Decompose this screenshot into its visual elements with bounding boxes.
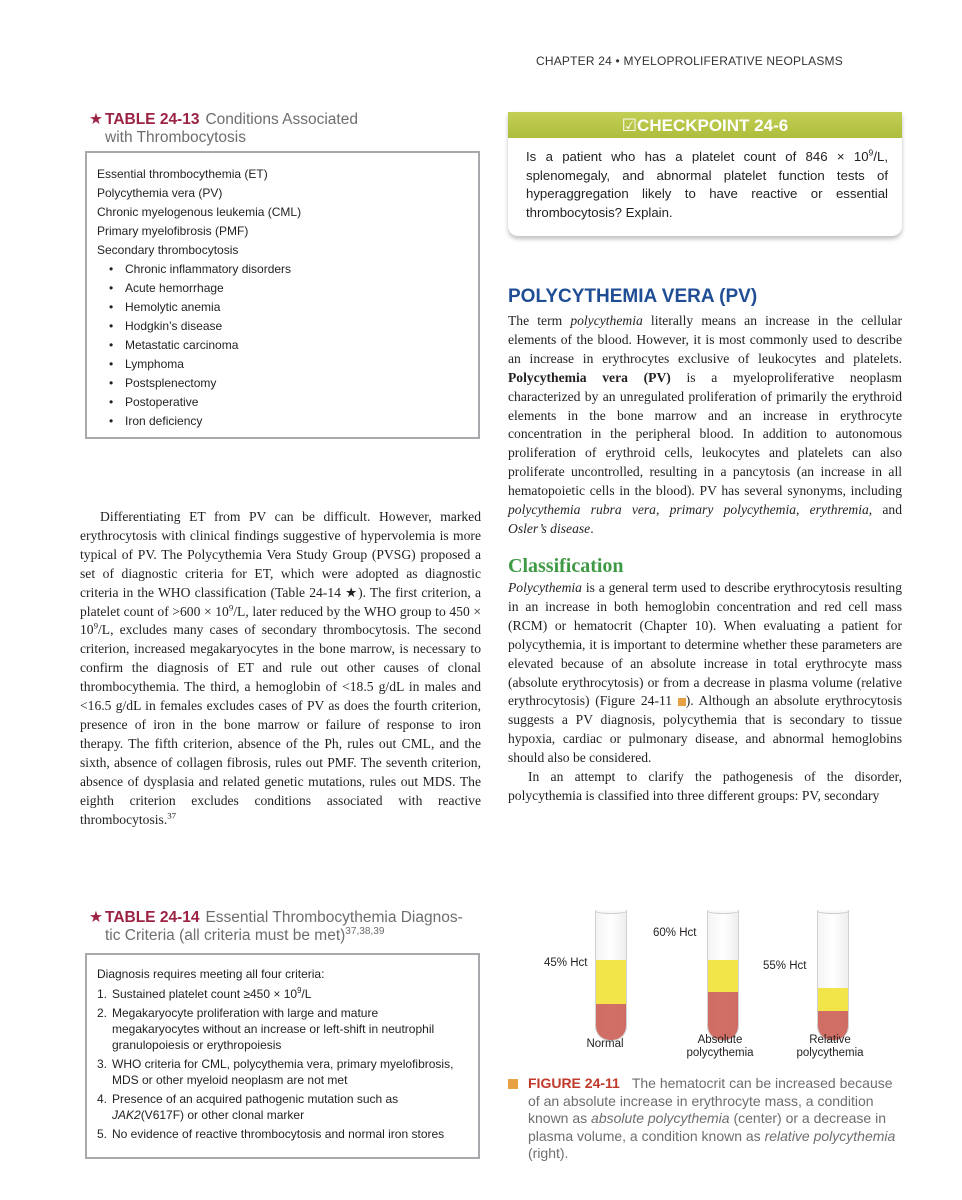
criteria-intro: Diagnosis requires meeting all four criteria: [97,967,325,981]
text-segment: , and [868,502,902,518]
text-segment: /L, excludes many cases of secondary thrombocytosis. The second criterion, increased megakaryocytes in the bone marrow, is necessary to confirm the diagnosis of ET and rule out other causes of clonal thrombocythemia. The third, a hemoglobin of <18.5 g/dL in males and <16.5 g/dL in females excludes cases of PV as does the fourth criterion, presence of iron in the bone marrow or failure of response to iron therapy. The fifth criterion, absence of the Ph, rules out CML, and the sixth, absence of collagen fibrosis, rules out PMF. The seventh criterion, absence of dysplasia and related genetic mutations, rules out MDS. The eighth criterion excludes conditions associated with reactive thrombocytosis. [80,622,481,827]
table-bullet-item: • Iron deficiency [97,412,468,431]
text-segment: Polycythemia vera (PV) [508,369,671,385]
table-title-line2: with Thrombocytosis [105,129,246,146]
figure-number: FIGURE 24-11 [528,1075,620,1091]
criterion-text [112,986,311,1002]
criterion-item [97,1126,468,1142]
table-item: Polycythemia vera (PV) [97,186,223,200]
figure-marker-icon [508,1079,518,1089]
text-segment: 9 [93,620,99,631]
text-segment: absolute polycythemia [591,1110,730,1126]
text-segment: (center) or a decrease in plasma volume, a condition known as [528,1110,886,1144]
criterion-number: 3. [97,1057,108,1071]
et-pv-paragraph [80,508,481,829]
star-icon: ★ [89,111,103,128]
classification-text [508,579,902,806]
left-column-text [80,508,481,829]
test-tube [817,910,849,1041]
table-title-line1: Conditions Associated [205,111,358,128]
text-segment: /L [301,987,312,1001]
tube-rim [817,910,849,914]
criterion-item [97,1091,468,1123]
text-segment: In an attempt to clarify the pathogenesis of the disorder, polycythemia is classified into three different groups: PV, secondary [508,769,902,803]
hematocrit-label: 55% Hct [763,960,807,972]
table-bullet-item: • Postsplenectomy [97,374,468,393]
text-segment: 9 [297,986,302,995]
plasma-layer [596,960,626,1004]
text-segment: /L, later reduced by the WHO group to 450 × 10 [80,603,482,638]
text-segment: 37 [167,809,177,820]
text-segment: Sustained platelet count ≥450 × 10 [112,987,298,1001]
text-segment: /L, splenomegaly, and abnormal platelet function tests of hyperaggregation likely to have reactive or essential thrombocytosis? Explain. [526,149,888,220]
table-24-13 [85,151,480,439]
table-bullet-item: • Metastatic carcinoma [97,336,468,355]
checkpoint-title: CHECKPOINT 24-6 [637,116,789,135]
pv-text [508,312,902,539]
figure-24-11-hematocrit-tubes [510,860,900,1065]
classification-paragraph-1 [508,579,902,768]
pv-paragraph [508,312,902,539]
text-segment: Megakaryocyte proliferation with large and mature megakaryocytes without an increase or left-shift in neutrophil granulopoiesis or erythropoiesis [112,1006,435,1052]
text-segment: , [796,502,810,518]
criterion-text [112,1091,468,1123]
tube-label: Normal [586,1038,624,1050]
table-item: Essential thrombocythemia (ET) [97,167,268,181]
text-segment: relative polycythemia [764,1127,896,1144]
text-segment: . [590,520,594,536]
checkbox-icon: ☑ [621,116,638,135]
classification-heading: Classification [508,555,624,577]
table-item: Primary myelofibrosis (PMF) [97,224,249,238]
table-bullet-item: • Chronic inflammatory disorders [97,260,468,279]
red-cell-layer [596,1004,626,1040]
criterion-number: 2. [97,1006,108,1020]
text-segment: , [655,502,670,518]
table-item: Secondary thrombocytosis [97,243,239,257]
text-segment: (right). [528,1145,569,1161]
text-segment: 9 [228,602,234,612]
table-number: TABLE 24-13 [105,111,200,128]
text-segment: Presence of an acquired pathogenic mutation such as [112,1092,399,1106]
red-cell-layer [708,992,738,1040]
table-bullet-item: • Postoperative [97,393,468,412]
text-segment: erythremia [809,502,869,518]
criterion-text [112,1126,444,1142]
plasma-layer [708,960,738,992]
running-head: CHAPTER 24 • MYELOPROLIFERATIVE NEOPLASMS [536,54,843,68]
text-segment: (V617F) or other clonal marker [140,1108,305,1122]
table-bullet-item: • Lymphoma [97,355,468,374]
tube-label: Absolute polycythemia [686,1034,754,1059]
tube-rim [707,910,739,914]
classification-paragraph-2 [508,768,902,806]
criterion-text [112,1005,468,1053]
text-segment: Is a patient who has a platelet count of 846 × 10 [526,149,869,164]
table-24-13-title [89,111,358,147]
checkpoint-header [508,112,902,138]
criterion-item [97,1005,468,1053]
text-segment: The term [508,313,571,328]
text-segment: Differentiating ET from PV can be difficult. However, marked erythrocytosis with clinical findings suggestive of hypervolemia is more typical of PV. The Polycythemia Vera Study Group (PVSG) proposed a set of diagnostic criteria for ET, which were adopted as diagnostic criteria in the WHO classification (Table 24-14 ★). The first criterion, a platelet count of >600 × 10 [80,509,481,619]
criterion-number: 1. [97,987,108,1001]
figure-caption [508,1075,900,1163]
figure-marker-icon [678,698,686,706]
test-tube [595,910,627,1041]
text-segment: Polycythemia [508,580,582,595]
text-segment: The hematocrit can be increased because of an absolute increase in erythrocyte mass, a condition known as [528,1075,893,1126]
table-bullet-item: • Hemolytic anemia [97,298,468,317]
table-24-14-title [89,909,463,945]
table-title-line2: tic Criteria (all criteria must be met) [105,927,346,944]
hematocrit-label: 45% Hct [544,957,588,969]
test-tube [707,910,739,1041]
criterion-item [97,986,468,1002]
text-segment: WHO criteria for CML, polycythemia vera, primary myelofibrosis, MDS or other myeloid neoplasm are not met [112,1057,454,1087]
plasma-layer [818,988,848,1011]
pv-heading: POLYCYTHEMIA VERA (PV) [508,286,758,307]
table-item: Chronic myelogenous leukemia (CML) [97,205,302,219]
criterion-item [97,1056,468,1088]
text-segment: ). Although an absolute erythrocytosis suggests a PV diagnosis, polycythemia that is secondary to tissue hypoxia, cardiac or pulmonary disease, and abnormal hemoglobins should also be considered. [508,693,902,766]
table-bullet-item: • Hodgkin’s disease [97,317,468,336]
star-icon: ★ [89,909,103,926]
text-segment: literally means an increase in the cellular elements of the blood. However, it is most commonly used to describe an increase in erythrocytes exclusive of leukocytes and platelets. [508,313,902,366]
text-segment: is a general term used to describe erythrocytosis resulting in an increase in both hemoglobin concentration and red cell mass (RCM) or hematocrit (Chapter 10). When evaluating a patient for polycythemia, it is important to determine whether these parameters are elevated because of an absolute increase in total erythrocyte mass (absolute erythrocytosis) or from a decrease in plasma volume (relative erythrocytosis) (Figure 24-11 [508,580,902,709]
text-segment: primary polycythemia [669,502,797,518]
text-segment: polycythemia rubra vera [508,502,656,518]
table-number: TABLE 24-14 [105,909,200,926]
table-title-line1: Essential Thrombocythemia Diagnos- [205,909,463,926]
text-segment: JAK2 [112,1108,141,1122]
tube-rim [595,910,627,914]
criterion-number: 4. [97,1092,108,1106]
text-segment: No evidence of reactive thrombocytosis and normal iron stores [112,1127,445,1141]
table-24-14 [85,953,480,1159]
criterion-number: 5. [97,1127,108,1141]
text-segment: is a myeloproliferative neoplasm characterized by an unregulated proliferation of primarily the erythroid elements in the bone marrow and an increase in erythrocyte concentration in the peripheral blood. In addition to autonomous proliferation of erythroid cells, leukocytes and platelets can also proliferate uncontrolled, resulting in a pancytosis (an increase in all hematopoietic cells in the blood). PV has several synonyms, including [508,369,903,499]
table-title-refs: 37,38,39 [345,925,385,937]
hematocrit-label: 60% Hct [653,927,697,939]
text-segment: 9 [868,147,874,158]
text-segment: polycythemia [570,313,643,328]
tube-label: Relative polycythemia [796,1034,864,1059]
criterion-text [112,1056,468,1088]
table-bullet-item: • Acute hemorrhage [97,279,468,298]
checkpoint-question [508,138,902,222]
checkpoint-box [508,112,902,236]
text-segment: Osler’s disease [508,520,591,536]
